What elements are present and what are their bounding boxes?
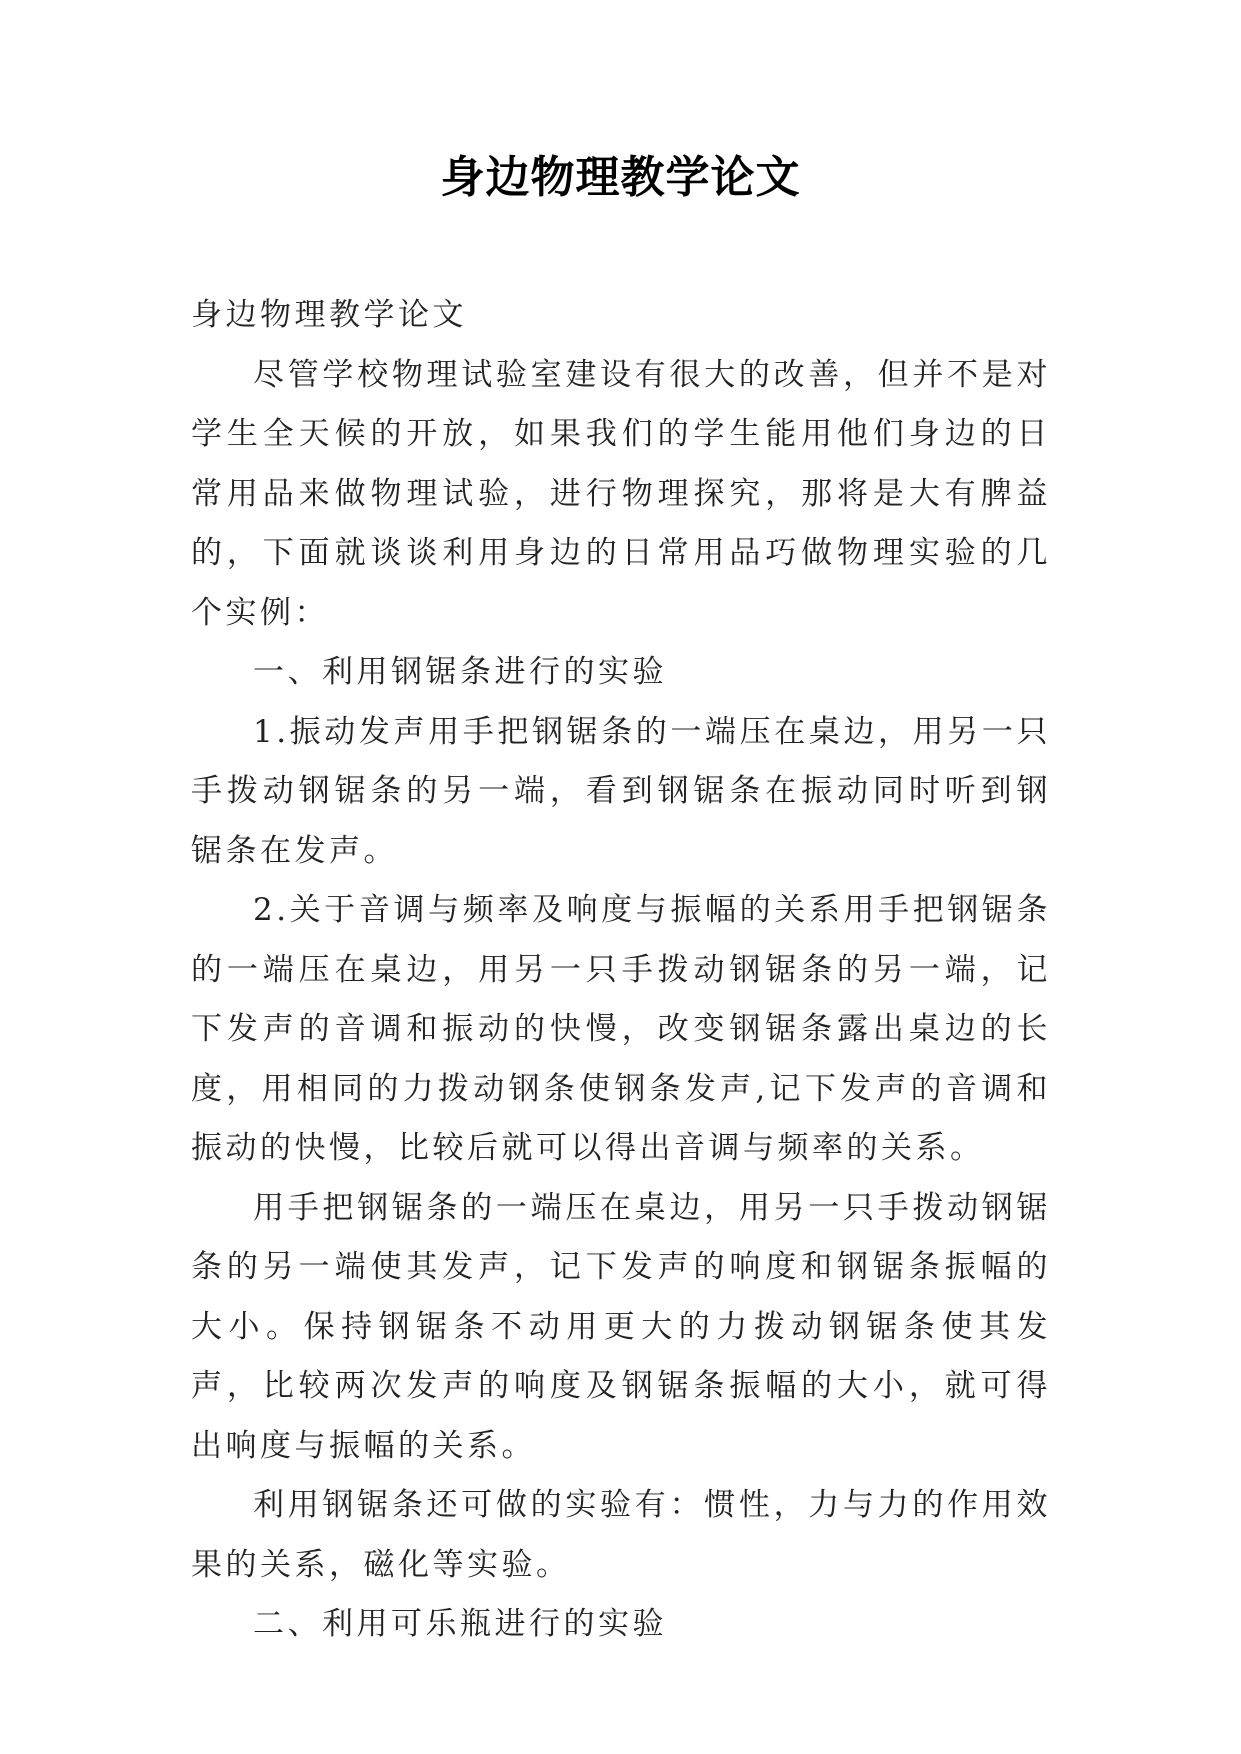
paragraph-intro: 尽管学校物理试验室建设有很大的改善，但并不是对学生全天候的开放，如果我们的学生能用他们身边的日常用品来做物理试验，进行物理探究，那将是大有脾益的，下面就谈谈利用身边的日常用品巧做物理实验的几个实例： [191, 356, 1051, 631]
document-title: 身边物理教学论文 [440, 152, 801, 203]
section-heading-2: 二、利用可乐瓶进行的实验 [253, 1606, 667, 1642]
paragraph-item-1: 1.振动发声用手把钢锯条的一端压在桌边，用另一只手拨动钢锯条的另一端，看到钢锯条在振动同时听到钢锯条在发声。 [191, 713, 1051, 869]
document-body [191, 286, 1051, 1655]
paragraph-other-experiments: 利用钢锯条还可做的实验有：惯性，力与力的作用效果的关系，磁化等实验。 [191, 1487, 1051, 1583]
section-heading-1: 一、利用钢锯条进行的实验 [253, 654, 667, 690]
paragraph-heading: 身边物理教学论文 [191, 297, 467, 333]
paragraph-loudness: 用手把钢锯条的一端压在桌边，用另一只手拨动钢锯条的另一端使其发声，记下发声的响度和钢锯条振幅的大小。保持钢锯条不动用更大的力拨动钢锯条使其发声，比较两次发声的响度及钢锯条振幅的大小，就可得出响度与振幅的关系。 [191, 1189, 1051, 1464]
paragraph-item-2: 2.关于音调与频率及响度与振幅的关系用手把钢锯条的一端压在桌边，用另一只手拨动钢锯条的另一端，记下发声的音调和振动的快慢，改变钢锯条露出桌边的长度，用相同的力拨动钢条使钢条发声,记下发声的音调和振动的快慢，比较后就可以得出音调与频率的关系。 [191, 892, 1051, 1166]
